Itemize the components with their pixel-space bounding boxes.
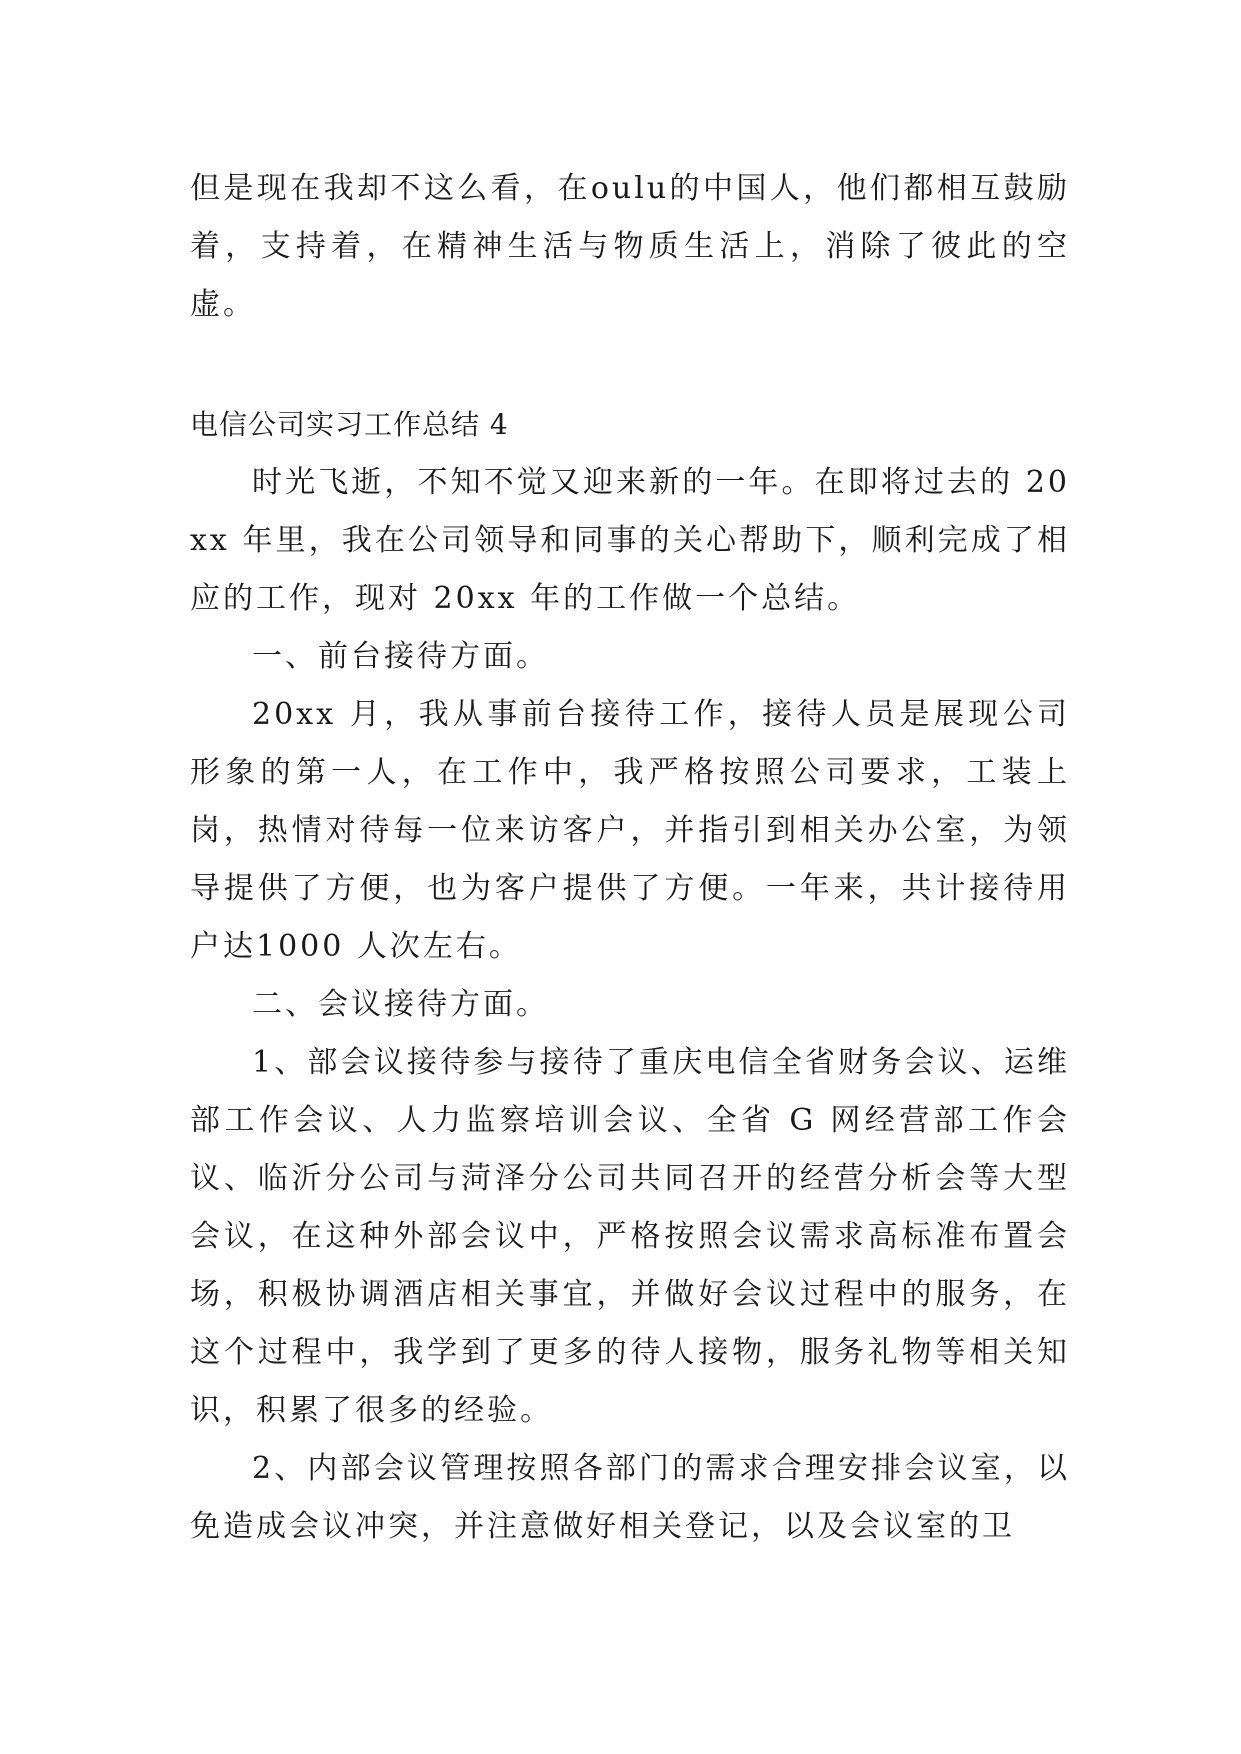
paragraph-front-desk: 20xx 月，我从事前台接待工作，接待人员是展现公司形象的第一人，在工作中，我严格按照公司要求，工装上岗，热情对待每一位来访客户，并指引到相关办公室，为领导提供了方便，也为客户提供了方便。一年来，共计接待用户达1000 人次左右。 bbox=[190, 697, 1070, 964]
intro-paragraph: 但是现在我却不这么看，在oulu的中国人，他们都相互鼓励着，支持着，在精神生活与物质生活上，消除了彼此的空虚。 bbox=[190, 171, 1070, 322]
paragraph-internal-meetings: 2、内部会议管理按照各部门的需求合理安排会议室，以免造成会议冲突，并注意做好相关登记，以及会议室的卫 bbox=[190, 1451, 1070, 1544]
paragraph-opening: 时光飞逝，不知不觉又迎来新的一年。在即将过去的 20xx 年里，我在公司领导和同事的关心帮助下，顺利完成了相应的工作，现对 20xx 年的工作做一个总结。 bbox=[190, 465, 1070, 616]
document-body bbox=[190, 160, 1070, 1556]
heading-meetings: 二、会议接待方面。 bbox=[252, 987, 549, 1022]
section-title: 电信公司实习工作总结 4 bbox=[190, 408, 509, 441]
paragraph-external-meetings: 1、部会议接待参与接待了重庆电信全省财务会议、运维部工作会议、人力监察培训会议、全省 G 网经营部工作会议、临沂分公司与菏泽分公司共同召开的经营分析会等大型会议，在这种外部会议中，严格按照会议需求高标准布置会场，积极协调酒店相关事宜，并做好会议过程中的服务，在这个过程中，我学到了更多的待人接物，服务礼物等相关知识，积累了很多的经验。 bbox=[190, 1045, 1070, 1428]
heading-front-desk: 一、前台接待方面。 bbox=[252, 639, 549, 674]
